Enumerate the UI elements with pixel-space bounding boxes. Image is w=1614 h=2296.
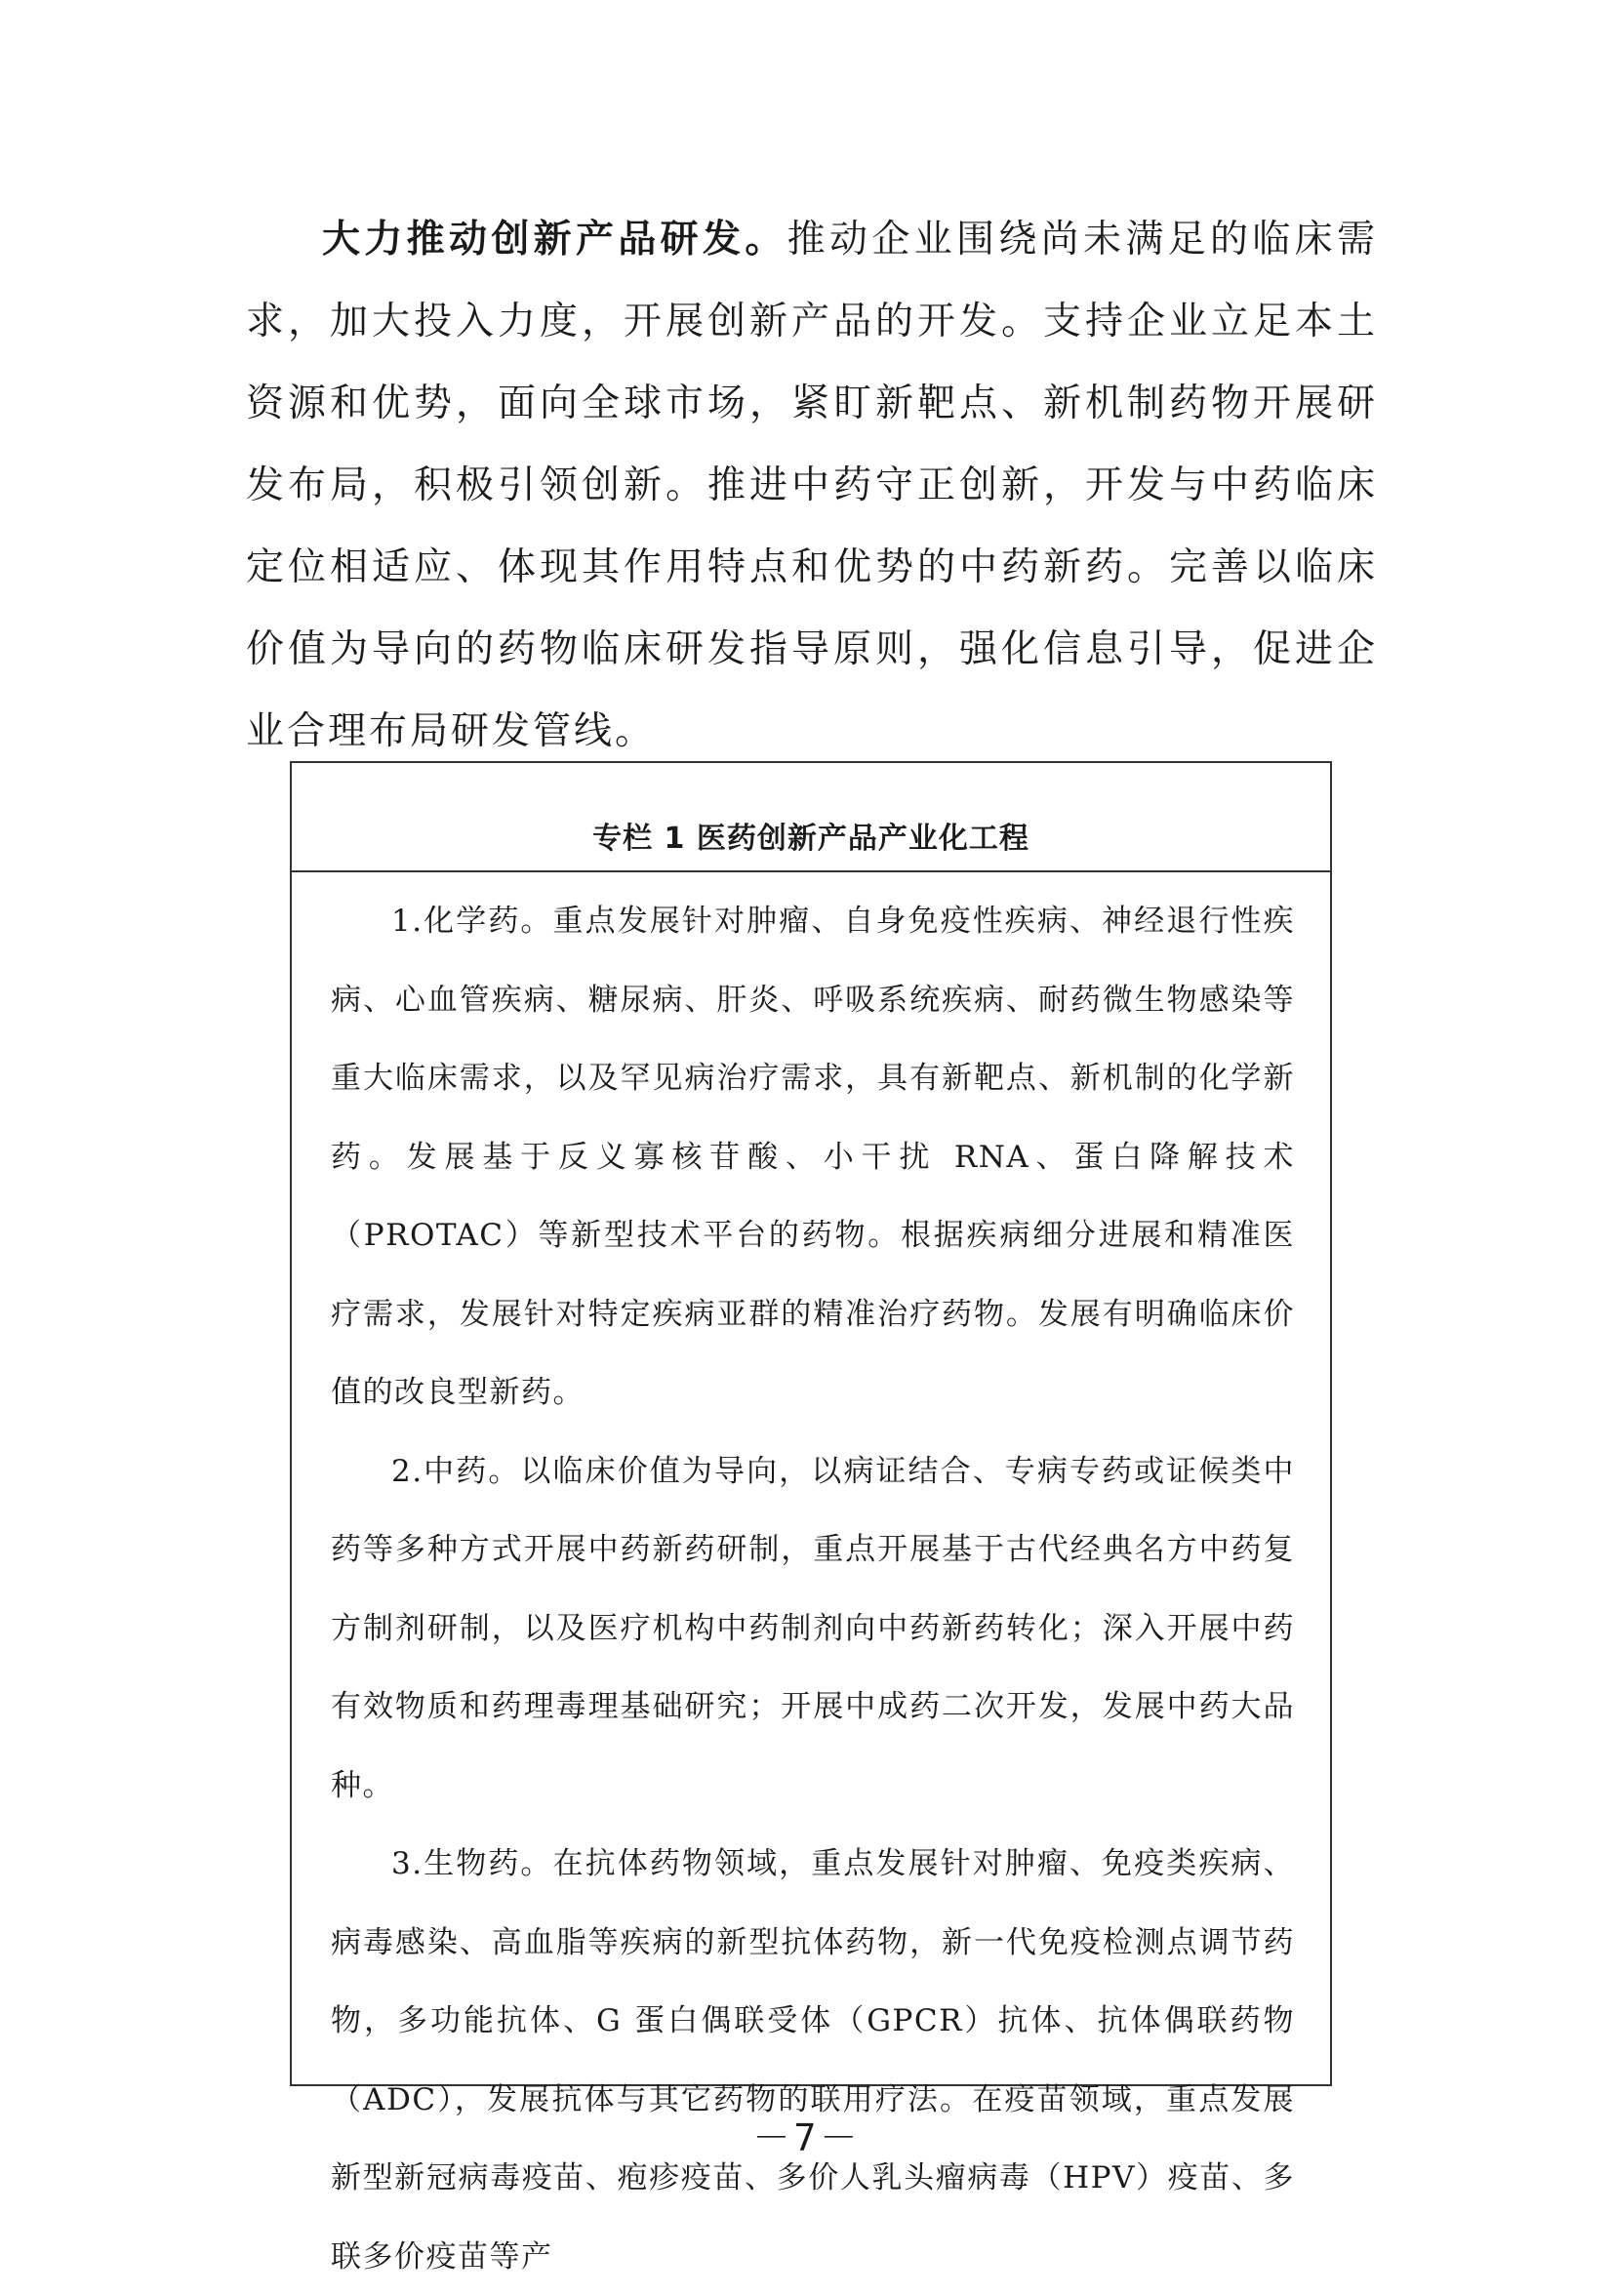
column-box-title: 专栏 1 医药创新产品产业化工程 [592,822,1029,856]
column-paragraph-biologics: 3.生物药。在抗体药物领域，重点发展针对肿瘤、免疫类疾病、病毒感染、高血脂等疾病的新型抗体药物，新一代免疫检测点调节药物，多功能抗体、G 蛋白偶联受体（GPCR）抗体、抗体偶联药物（ADC），发展抗体与其它药物的联用疗法。在疫苗领域，重点发展新型新冠病毒疫苗、疱疹疫苗、多价人乳头瘤病毒（HPV）疫苗、多联多价疫苗等产 [331,1846,1295,2275]
intro-body-text: 推动企业围绕尚未满足的临床需求，加大投入力度，开展创新产品的开发。支持企业立足本土资源和优势，面向全球市场，紧盯新靶点、新机制药物开展研发布局，积极引领创新。推进中药守正创新，开发与中药临床定位相适应、体现其作用特点和优势的中药新药。完善以临床价值为导向的药物临床研发指导原则，强化信息引导，促进企业合理布局研发管线。 [246,218,1378,753]
intro-paragraph [246,199,1378,773]
column-box-body [331,882,1295,2296]
page-number: －7－ [752,2116,862,2159]
column-paragraph-tcm: 2.中药。以临床价值为导向，以病证结合、专病专药或证候类中药等多种方式开展中药新药研制，重点开展基于古代经典名方中药复方制剂研制，以及医疗机构中药制剂向中药新药转化；深入开展中药有效物质和药理毒理基础研究；开展中成药二次开发，发展中药大品种。 [331,1453,1295,1803]
intro-lead-heading: 大力推动创新产品研发。 [322,218,787,262]
column-box-header [292,763,1330,872]
column-paragraph-chemical-drugs: 1.化学药。重点发展针对肿瘤、自身免疫性疾病、神经退行性疾病、心血管疾病、糖尿病、肝炎、呼吸系统疾病、耐药微生物感染等重大临床需求，以及罕见病治疗需求，具有新靶点、新机制的化学新药。发展基于反义寡核苷酸、小干扰 RNA、蛋白降解技术（PROTAC）等新型技术平台的药物。根据疾病细分进展和精准医疗需求，发展针对特定疾病亚群的精准治疗药物。发展有明确临床价值的改良型新药。 [331,904,1295,1410]
column-box [290,761,1332,2275]
